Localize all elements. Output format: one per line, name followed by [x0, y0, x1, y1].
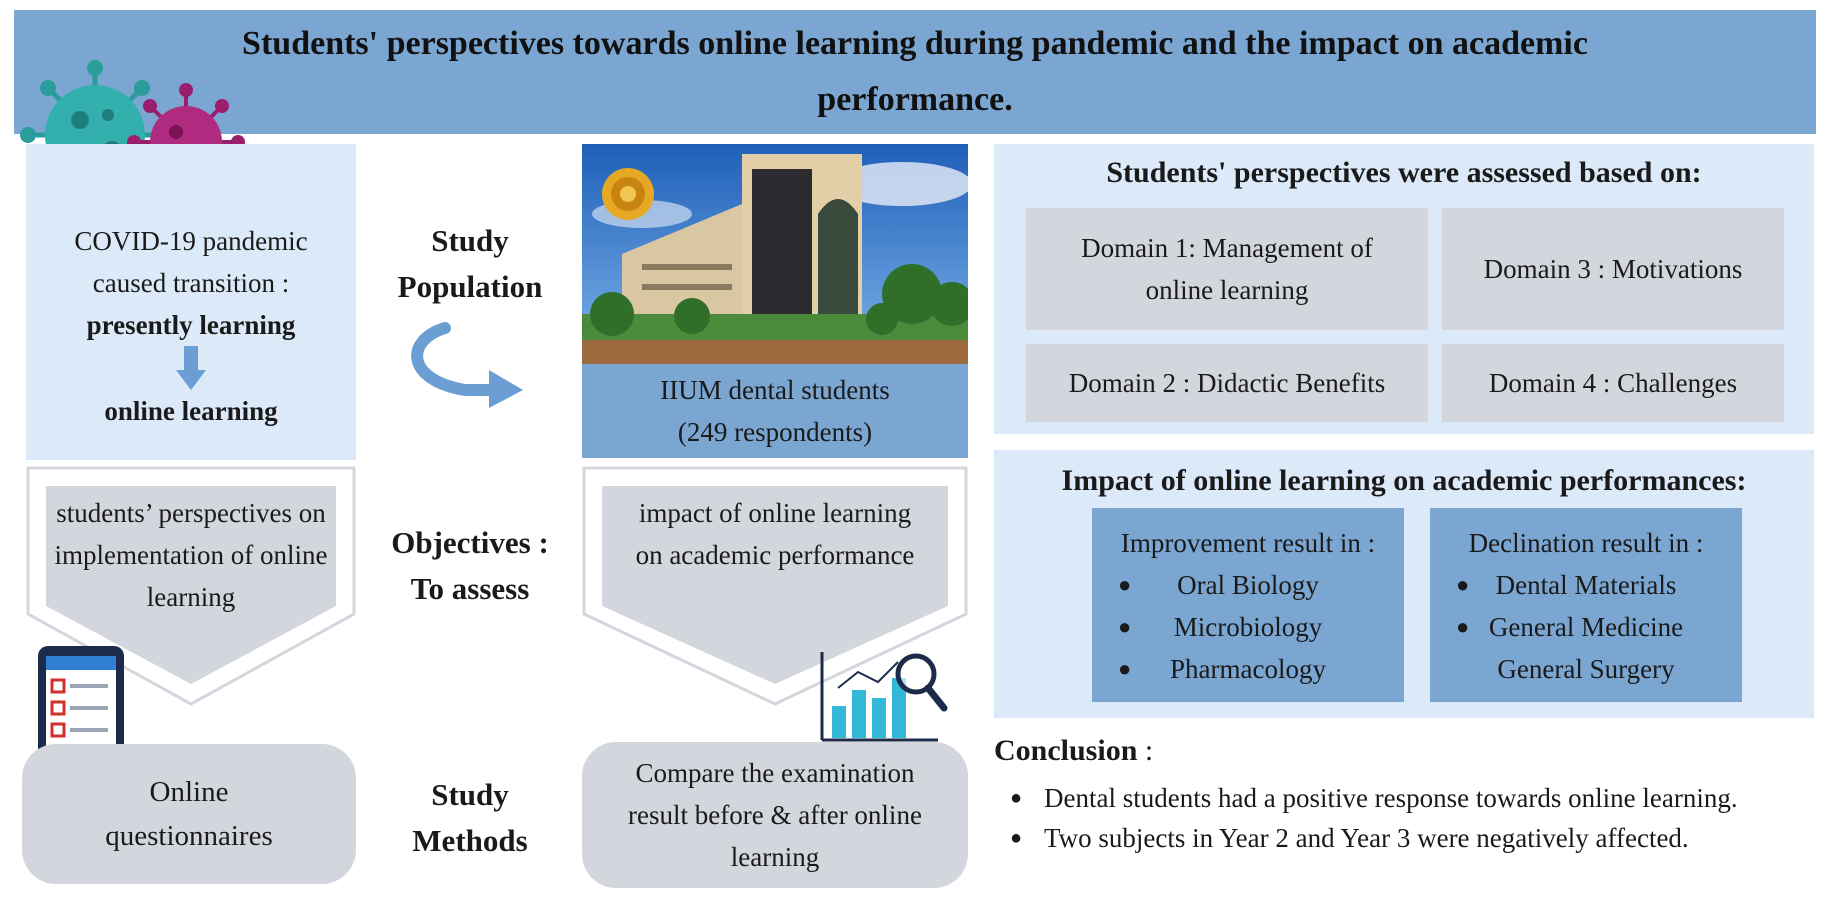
list-item: ● General Medicine — [1456, 612, 1684, 642]
iium-caption — [582, 364, 968, 458]
objectives-line2: To assess — [410, 571, 530, 606]
declination-heading: Declination result in : — [1468, 528, 1704, 558]
domain-1-box — [1026, 208, 1428, 330]
declination-item-text: General Surgery — [1497, 654, 1675, 684]
covid-transition-text: COVID-19 pandemic caused transition : — [74, 226, 308, 298]
list-item: ● Oral Biology — [1118, 570, 1319, 600]
domain-4-text: Domain 4 : Challenges — [1488, 368, 1738, 398]
study-population-line2: Population — [397, 269, 543, 304]
conclusion-colon: : — [1137, 734, 1154, 767]
impact-heading: Impact of online learning on academic performances: — [1061, 464, 1747, 497]
analysis-chart-icon — [818, 648, 948, 748]
conclusion-title — [994, 734, 1153, 768]
declination-list — [1430, 564, 1742, 690]
conclusion-point-text: Dental students had a positive response towards online learning. — [1044, 783, 1738, 813]
perspectives-heading: Students' perspectives were assessed based on: — [1106, 156, 1702, 189]
covid-transition-box — [26, 144, 356, 460]
declination-box — [1430, 508, 1742, 702]
method-online-questionnaires — [22, 744, 356, 884]
title-banner — [14, 10, 1816, 134]
improvement-heading: Improvement result in : — [1120, 528, 1376, 558]
list-item — [1430, 648, 1742, 690]
curved-arrow-icon — [405, 320, 535, 410]
improvement-item-text: Pharmacology — [1170, 654, 1326, 684]
iium-caption-line1: IIUM dental students — [660, 375, 890, 405]
objectives-label — [370, 520, 570, 612]
list-item: ● Dental students had a positive response towards online learning. — [1010, 783, 1738, 813]
page-title: Students' perspectives towards online learning during pandemic and the impact on academic performance. — [242, 25, 1588, 118]
objective-students-perspectives: students’ perspectives on implementation of online learning — [54, 498, 328, 612]
domain-2-text: Domain 2 : Didactic Benefits — [1068, 368, 1386, 398]
conclusion-point-text: Two subjects in Year 2 and Year 3 were negatively affected. — [1044, 823, 1689, 853]
conclusion-list — [1010, 778, 1810, 858]
iium-caption-line2: (249 respondents) — [677, 417, 873, 447]
study-population-line1: Study — [431, 223, 509, 258]
study-methods-label — [370, 772, 570, 864]
list-item: ● Pharmacology — [1118, 654, 1326, 684]
list-item: ● Dental Materials — [1456, 570, 1677, 600]
down-arrow-icon — [176, 346, 206, 390]
improvement-item-text: Microbiology — [1173, 612, 1323, 642]
iium-logo-icon — [602, 168, 654, 220]
objectives-line1: Objectives : — [391, 525, 549, 560]
domain-3-text: Domain 3 : Motivations — [1483, 254, 1743, 284]
iium-campus-photo — [582, 144, 968, 364]
domain-1-text: Domain 1: Management of online learning — [1081, 233, 1373, 305]
list-item: ● Microbiology — [1118, 612, 1323, 642]
improvement-box — [1092, 508, 1404, 702]
improvement-item-text: Oral Biology — [1177, 570, 1319, 600]
method-compare-results — [582, 742, 968, 888]
study-population-label — [370, 218, 570, 310]
conclusion-title-text: Conclusion — [994, 734, 1138, 767]
presently-learning-label: presently learning — [86, 310, 296, 340]
improvement-list — [1092, 564, 1404, 690]
declination-item-text: Dental Materials — [1495, 570, 1677, 600]
domain-3-box — [1442, 208, 1784, 330]
list-item: ● Two subjects in Year 2 and Year 3 were negatively affected. — [1010, 823, 1689, 853]
online-learning-label: online learning — [104, 396, 278, 426]
method-online-questionnaires-text: Online questionnaires — [105, 776, 273, 852]
domain-4-box — [1442, 344, 1784, 422]
study-methods-line2: Methods — [412, 823, 528, 858]
study-methods-line1: Study — [431, 777, 509, 812]
declination-item-text: General Medicine — [1488, 612, 1684, 642]
method-compare-results-text: Compare the examination result before & after online learning — [628, 758, 922, 872]
objective-impact-academic: impact of online learning on academic performance — [635, 498, 915, 570]
domain-2-box — [1026, 344, 1428, 422]
